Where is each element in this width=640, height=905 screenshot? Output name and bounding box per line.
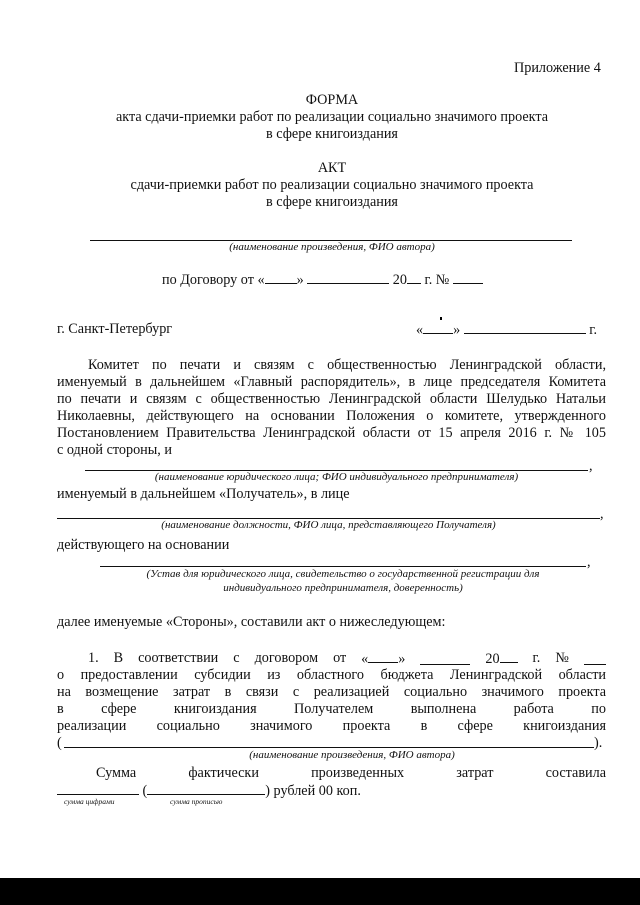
item1-month-field[interactable] [420, 652, 470, 665]
sum-w4: затрат [456, 765, 494, 781]
item1-l5-w2: социально [156, 718, 220, 734]
item1-number-field[interactable] [584, 652, 606, 665]
sum-line [96, 765, 606, 782]
item1-w5: договором [254, 650, 319, 666]
contract-year-suffix: г. № [420, 272, 450, 288]
scan-dot [440, 317, 442, 320]
item1-work-caption: (наименование произведения, ФИО автора) [249, 749, 455, 761]
item1-l4-w3: книгоиздания [173, 701, 257, 717]
item1-bracket-close: ). [594, 735, 603, 751]
date-suffix: г. [585, 322, 598, 338]
item1-l4-w4: Получателем [294, 701, 374, 717]
sum-w1: Сумма [96, 765, 137, 781]
item1-l5-w6: сфере [457, 718, 493, 734]
contract-year-prefix: 20 [392, 272, 407, 288]
contract-quote-close: » [296, 272, 304, 288]
item1-w2: В [113, 650, 124, 666]
form-subtitle-1: акта сдачи-приемки работ по реализации социально значимого проекта [115, 109, 549, 125]
item1-l4-w5: выполнена [410, 701, 477, 717]
item1-w6: от [333, 650, 347, 666]
recipient-text: именуемый в дальнейшем «Получатель», в лице [57, 486, 350, 502]
sum-close: ) рублей 00 коп. [265, 783, 361, 799]
para1-line-5: Постановлением Правительства Ленинградской области от 15 апреля 2016 г. № 105 [57, 425, 606, 441]
item1-year-prefix: 20 [485, 651, 500, 667]
item1-date [361, 650, 405, 668]
sum-words-field[interactable] [147, 782, 265, 795]
date-day-field[interactable] [423, 321, 453, 334]
contract-prefix: по Договору от « [162, 272, 265, 288]
item1-line-3: на возмещение затрат в связи с реализацией социально значимого проекта [57, 684, 606, 700]
item1-w11: № [555, 650, 569, 666]
form-subtitle-2: в сфере книгоиздания [266, 126, 398, 142]
position-comma: , [600, 506, 604, 522]
item1-line-5 [57, 718, 606, 735]
sum-digits-field[interactable] [57, 782, 139, 795]
parties-text: далее именуемые «Стороны», составили акт о нижеследующем: [57, 614, 446, 630]
date-right [416, 321, 597, 339]
item1-work-line[interactable] [64, 747, 594, 748]
date-quote-open: « [416, 322, 424, 338]
item1-w10: г. [532, 650, 541, 666]
item1-l5-w7: книгоиздания [523, 718, 606, 734]
item1-l4-w6: работа [513, 701, 554, 717]
para1-line-1: Комитет по печати и связям с общественностью Ленинградской области, [88, 357, 606, 373]
item1-w1: 1. [88, 650, 99, 666]
item1-l4-w1: в [57, 701, 64, 717]
basis-caption-1: (Устав для юридического лица, свидетельство о государственной регистрации для [146, 568, 540, 580]
item1-quote-close: » [398, 651, 406, 667]
contract-month-field[interactable] [307, 271, 389, 284]
item1-w4: с [233, 650, 240, 666]
sum-words-caption: сумма прописью [170, 797, 223, 806]
sum-w2: фактически [188, 765, 259, 781]
item1-l5-w1: реализации [57, 718, 127, 734]
item1-year-field[interactable] [500, 650, 518, 663]
item1-line-4 [57, 701, 606, 718]
item1-line-2: о предоставлении субсидии из областного бюджета Ленинградской области [57, 667, 606, 683]
item1-line-1 [88, 650, 606, 668]
item1-bracket-open: ( [57, 735, 62, 751]
para1-line-3: по печати и связям с общественностью Ленинградской области Шелудько Натальи [57, 391, 606, 407]
item1-l5-w3: значимого [250, 718, 313, 734]
sum-w5: составила [545, 765, 606, 781]
date-quote-close: » [453, 322, 461, 338]
form-title: ФОРМА [305, 92, 359, 108]
item1-year [485, 650, 517, 668]
act-subtitle-1: сдачи-приемки работ по реализации социально значимого проекта [130, 177, 534, 193]
item1-l5-w5: в [420, 718, 428, 734]
item1-w3: соответствии [138, 650, 219, 666]
basis-text: действующего на основании [57, 537, 230, 553]
item1-l5-w4: проекта [342, 718, 391, 734]
sum-w3: произведенных [311, 765, 405, 781]
act-subtitle-2: в сфере книгоиздания [266, 194, 398, 210]
contract-line [162, 271, 483, 289]
basis-line[interactable] [100, 566, 586, 567]
position-caption: (наименование должности, ФИО лица, представляющего Получателя) [161, 519, 496, 531]
city: г. Санкт-Петербург [57, 321, 173, 337]
contract-year-field[interactable] [407, 271, 421, 284]
appendix-label: Приложение 4 [514, 60, 601, 76]
scan-border [0, 878, 640, 905]
act-title: АКТ [317, 160, 347, 176]
contract-number-field[interactable] [453, 271, 483, 284]
basis-comma: , [587, 554, 591, 570]
sum-digits-caption: сумма цифрами [64, 797, 115, 806]
para1-line-4: Николаевны, действующего на основании Положения о комитете, утвержденного [57, 408, 606, 424]
para1-line-2: именуемый в дальнейшем «Главный распорядитель», в лице председателя Комитета [57, 374, 606, 390]
contract-day-field[interactable] [265, 271, 297, 284]
sum-open: ( [142, 783, 148, 799]
item1-l4-w2: сфере [101, 701, 137, 717]
entity-caption: (наименование юридического лица; ФИО индивидуального предпринимателя) [154, 471, 519, 483]
date-month-year-field[interactable] [464, 321, 586, 334]
item1-day-field[interactable] [368, 650, 398, 663]
item1-quote-open: « [361, 651, 369, 667]
entity-comma: , [589, 458, 593, 474]
item1-l4-w7: по [591, 701, 606, 717]
work-name-caption: (наименование произведения, ФИО автора) [229, 241, 435, 253]
basis-caption-2: индивидуального предпринимателя, доверенность) [223, 582, 463, 594]
para1-last: с одной стороны, и [57, 442, 172, 458]
